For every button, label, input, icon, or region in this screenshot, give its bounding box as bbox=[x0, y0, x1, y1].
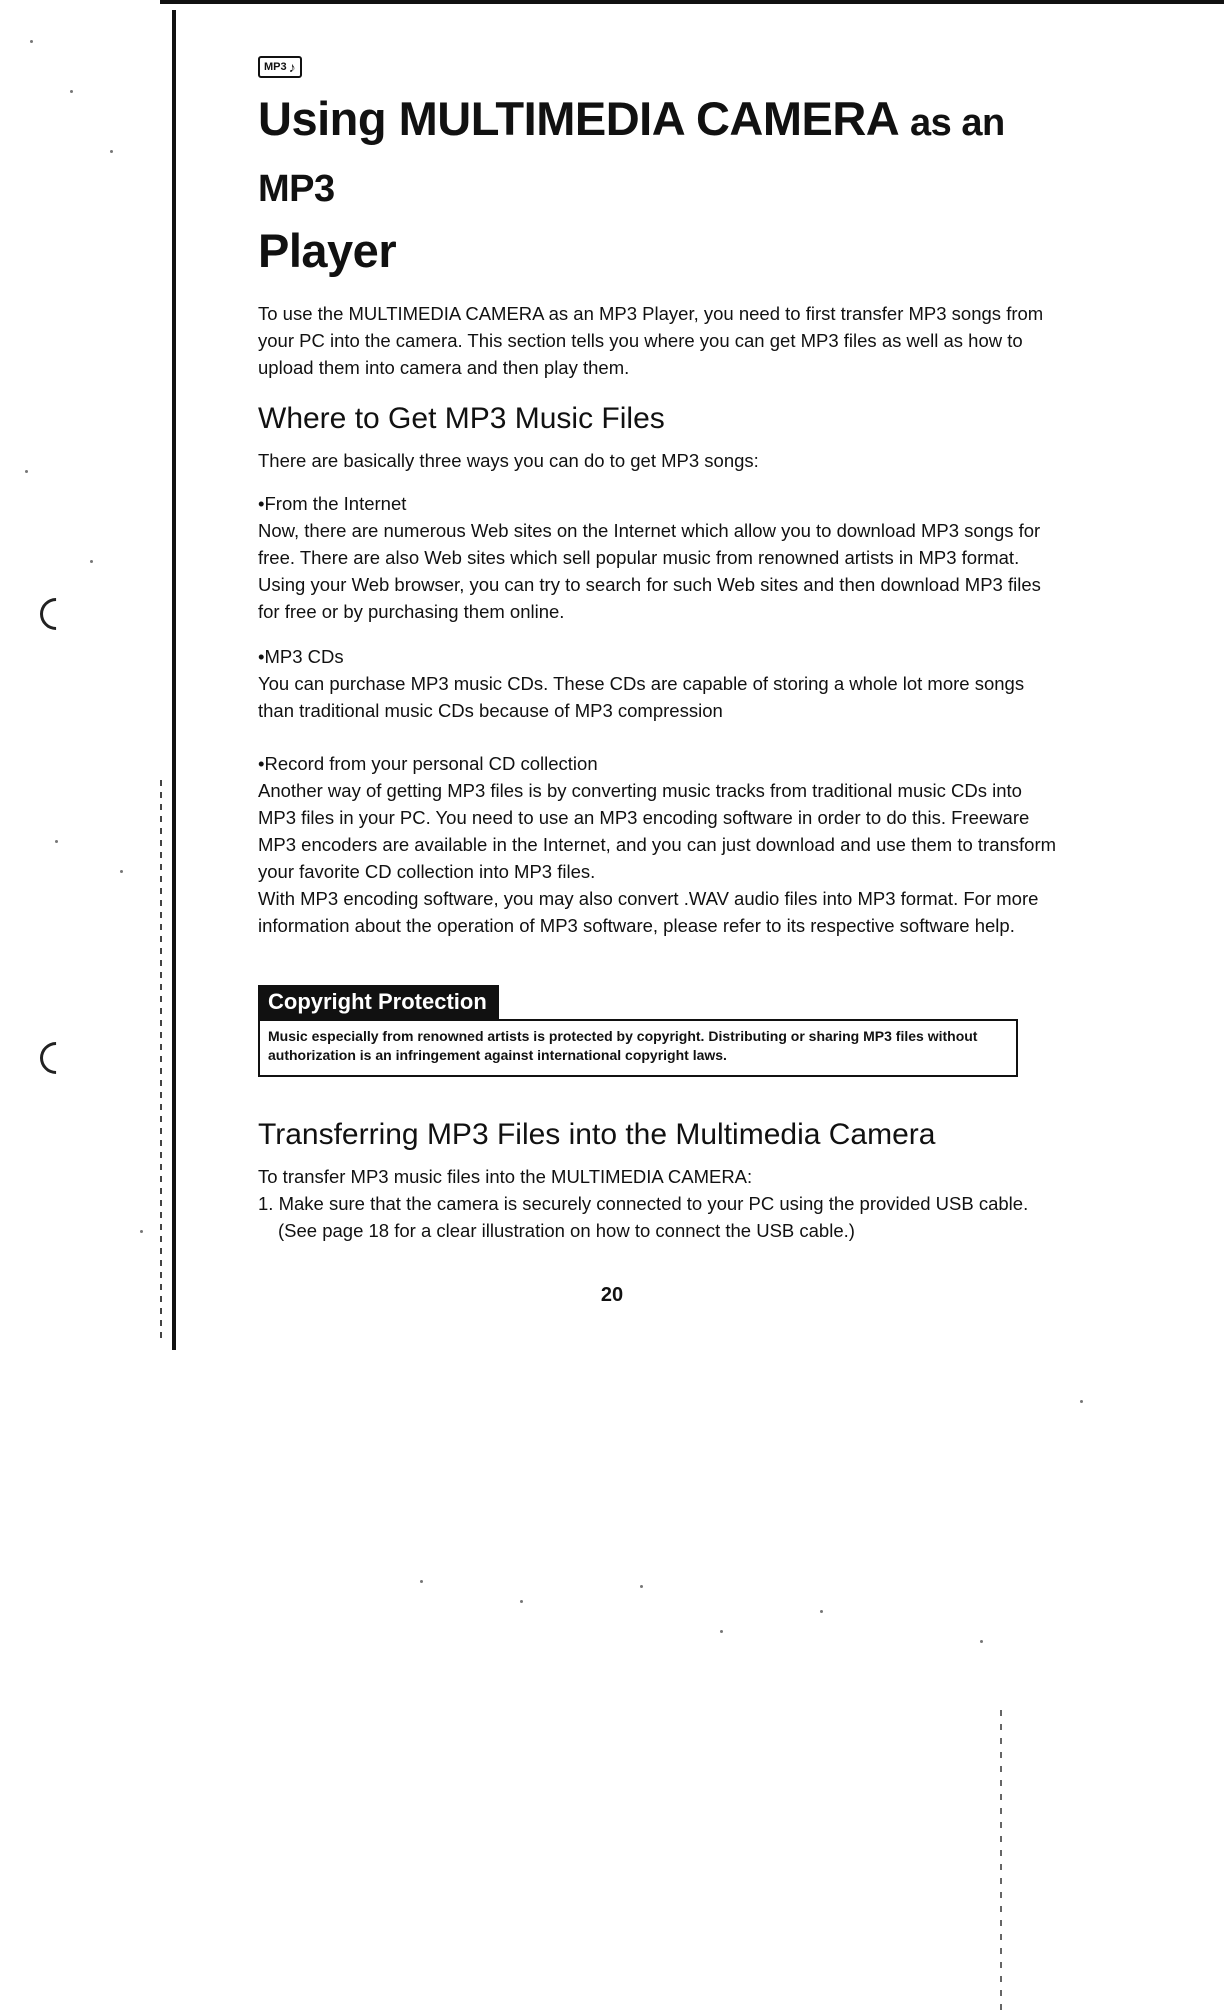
bullet-mp3-cds bbox=[258, 643, 1058, 724]
scan-speckle bbox=[980, 1640, 983, 1643]
scan-mark-upper bbox=[33, 591, 78, 636]
scan-speckle bbox=[140, 1230, 143, 1233]
binding-dashes bbox=[160, 780, 162, 1340]
transfer-lead: To transfer MP3 music files into the MULTIMEDIA CAMERA: bbox=[258, 1166, 753, 1187]
scan-speckle bbox=[640, 1585, 643, 1588]
bullet-record-cd bbox=[258, 750, 1058, 939]
where-lead: There are basically three ways you can do to get MP3 songs: bbox=[258, 450, 759, 471]
scan-speckle bbox=[55, 840, 58, 843]
bullet-internet bbox=[258, 490, 1058, 625]
bullet-label: •Record from your personal CD collection bbox=[258, 753, 598, 774]
right-margin-dashes bbox=[1000, 1710, 1002, 2016]
bullet-text: Another way of getting MP3 files is by converting music tracks from traditional music CDs into MP3 files in your PC. You need to use an MP3 encoding software in order to do this. Freeware MP3 encoders are available in the Internet, and you can just download and use them to transform your favorite CD collection into MP3 files. bbox=[258, 780, 1057, 882]
scan-speckle bbox=[120, 870, 123, 873]
title-line1-tail: as an MP3 bbox=[258, 102, 1005, 210]
scan-speckle bbox=[820, 1610, 823, 1613]
mp3-badge-label: MP3 bbox=[264, 61, 287, 73]
scan-speckle bbox=[520, 1600, 523, 1603]
bullet-text-continued: With MP3 encoding software, you may also convert .WAV audio files into MP3 format. For more information about the operation of MP3 software, please refer to its respective software help. bbox=[258, 888, 1039, 936]
mp3-badge bbox=[258, 56, 302, 78]
scan-speckle bbox=[30, 40, 33, 43]
scan-speckle bbox=[90, 560, 93, 563]
scan-speckle bbox=[25, 470, 28, 473]
title-line1: Using MULTIMEDIA CAMERA bbox=[258, 92, 898, 145]
scan-speckle bbox=[720, 1630, 723, 1633]
page-number: 20 bbox=[600, 1284, 624, 1306]
transfer-step: 1. Make sure that the camera is securely connected to your PC using the provided USB cable. (See page 18 for a clear illustration on how to connect the USB cable.) bbox=[258, 1193, 1029, 1241]
copyright-heading: Copyright Protection bbox=[258, 985, 499, 1019]
scan-speckle bbox=[420, 1580, 423, 1583]
music-note-icon: ♪ bbox=[288, 59, 296, 75]
copyright-body: Music especially from renowned artists is protected by copyright. Distributing or sharing MP3 files without authorization is an infringement against international copyright laws. bbox=[258, 1019, 1018, 1077]
copyright-callout bbox=[258, 985, 1018, 1077]
transfer-heading: Transferring MP3 Files into the Multimedia Camera bbox=[258, 1118, 936, 1151]
page-content bbox=[258, 56, 1058, 1244]
scan-speckle bbox=[1080, 1400, 1083, 1403]
page-title bbox=[258, 88, 1058, 282]
title-line2: Player bbox=[258, 224, 397, 277]
bullet-label: •MP3 CDs bbox=[258, 646, 344, 667]
where-heading: Where to Get MP3 Music Files bbox=[258, 402, 665, 435]
scan-mark-lower bbox=[33, 1035, 78, 1080]
bullet-text: Now, there are numerous Web sites on the Internet which allow you to download MP3 songs for free. There are also Web sites which sell popular music from renowned artists in MP3 format. Using your Web browser, you can try to search for such Web sites and then download MP3 files for free or by purchasing them online. bbox=[258, 520, 1041, 622]
top-rule bbox=[160, 0, 1224, 4]
scan-speckle bbox=[110, 150, 113, 153]
bullet-label: •From the Internet bbox=[258, 493, 407, 514]
binding-line bbox=[172, 10, 176, 1350]
intro-paragraph: To use the MULTIMEDIA CAMERA as an MP3 Player, you need to first transfer MP3 songs from your PC into the camera. This section tells you where you can get MP3 files as well as how to upload them into camera and then play them. bbox=[258, 303, 1044, 378]
bullet-text: You can purchase MP3 music CDs. These CDs are capable of storing a whole lot more songs than traditional music CDs because of MP3 compression bbox=[258, 673, 1025, 721]
scan-speckle bbox=[70, 90, 73, 93]
